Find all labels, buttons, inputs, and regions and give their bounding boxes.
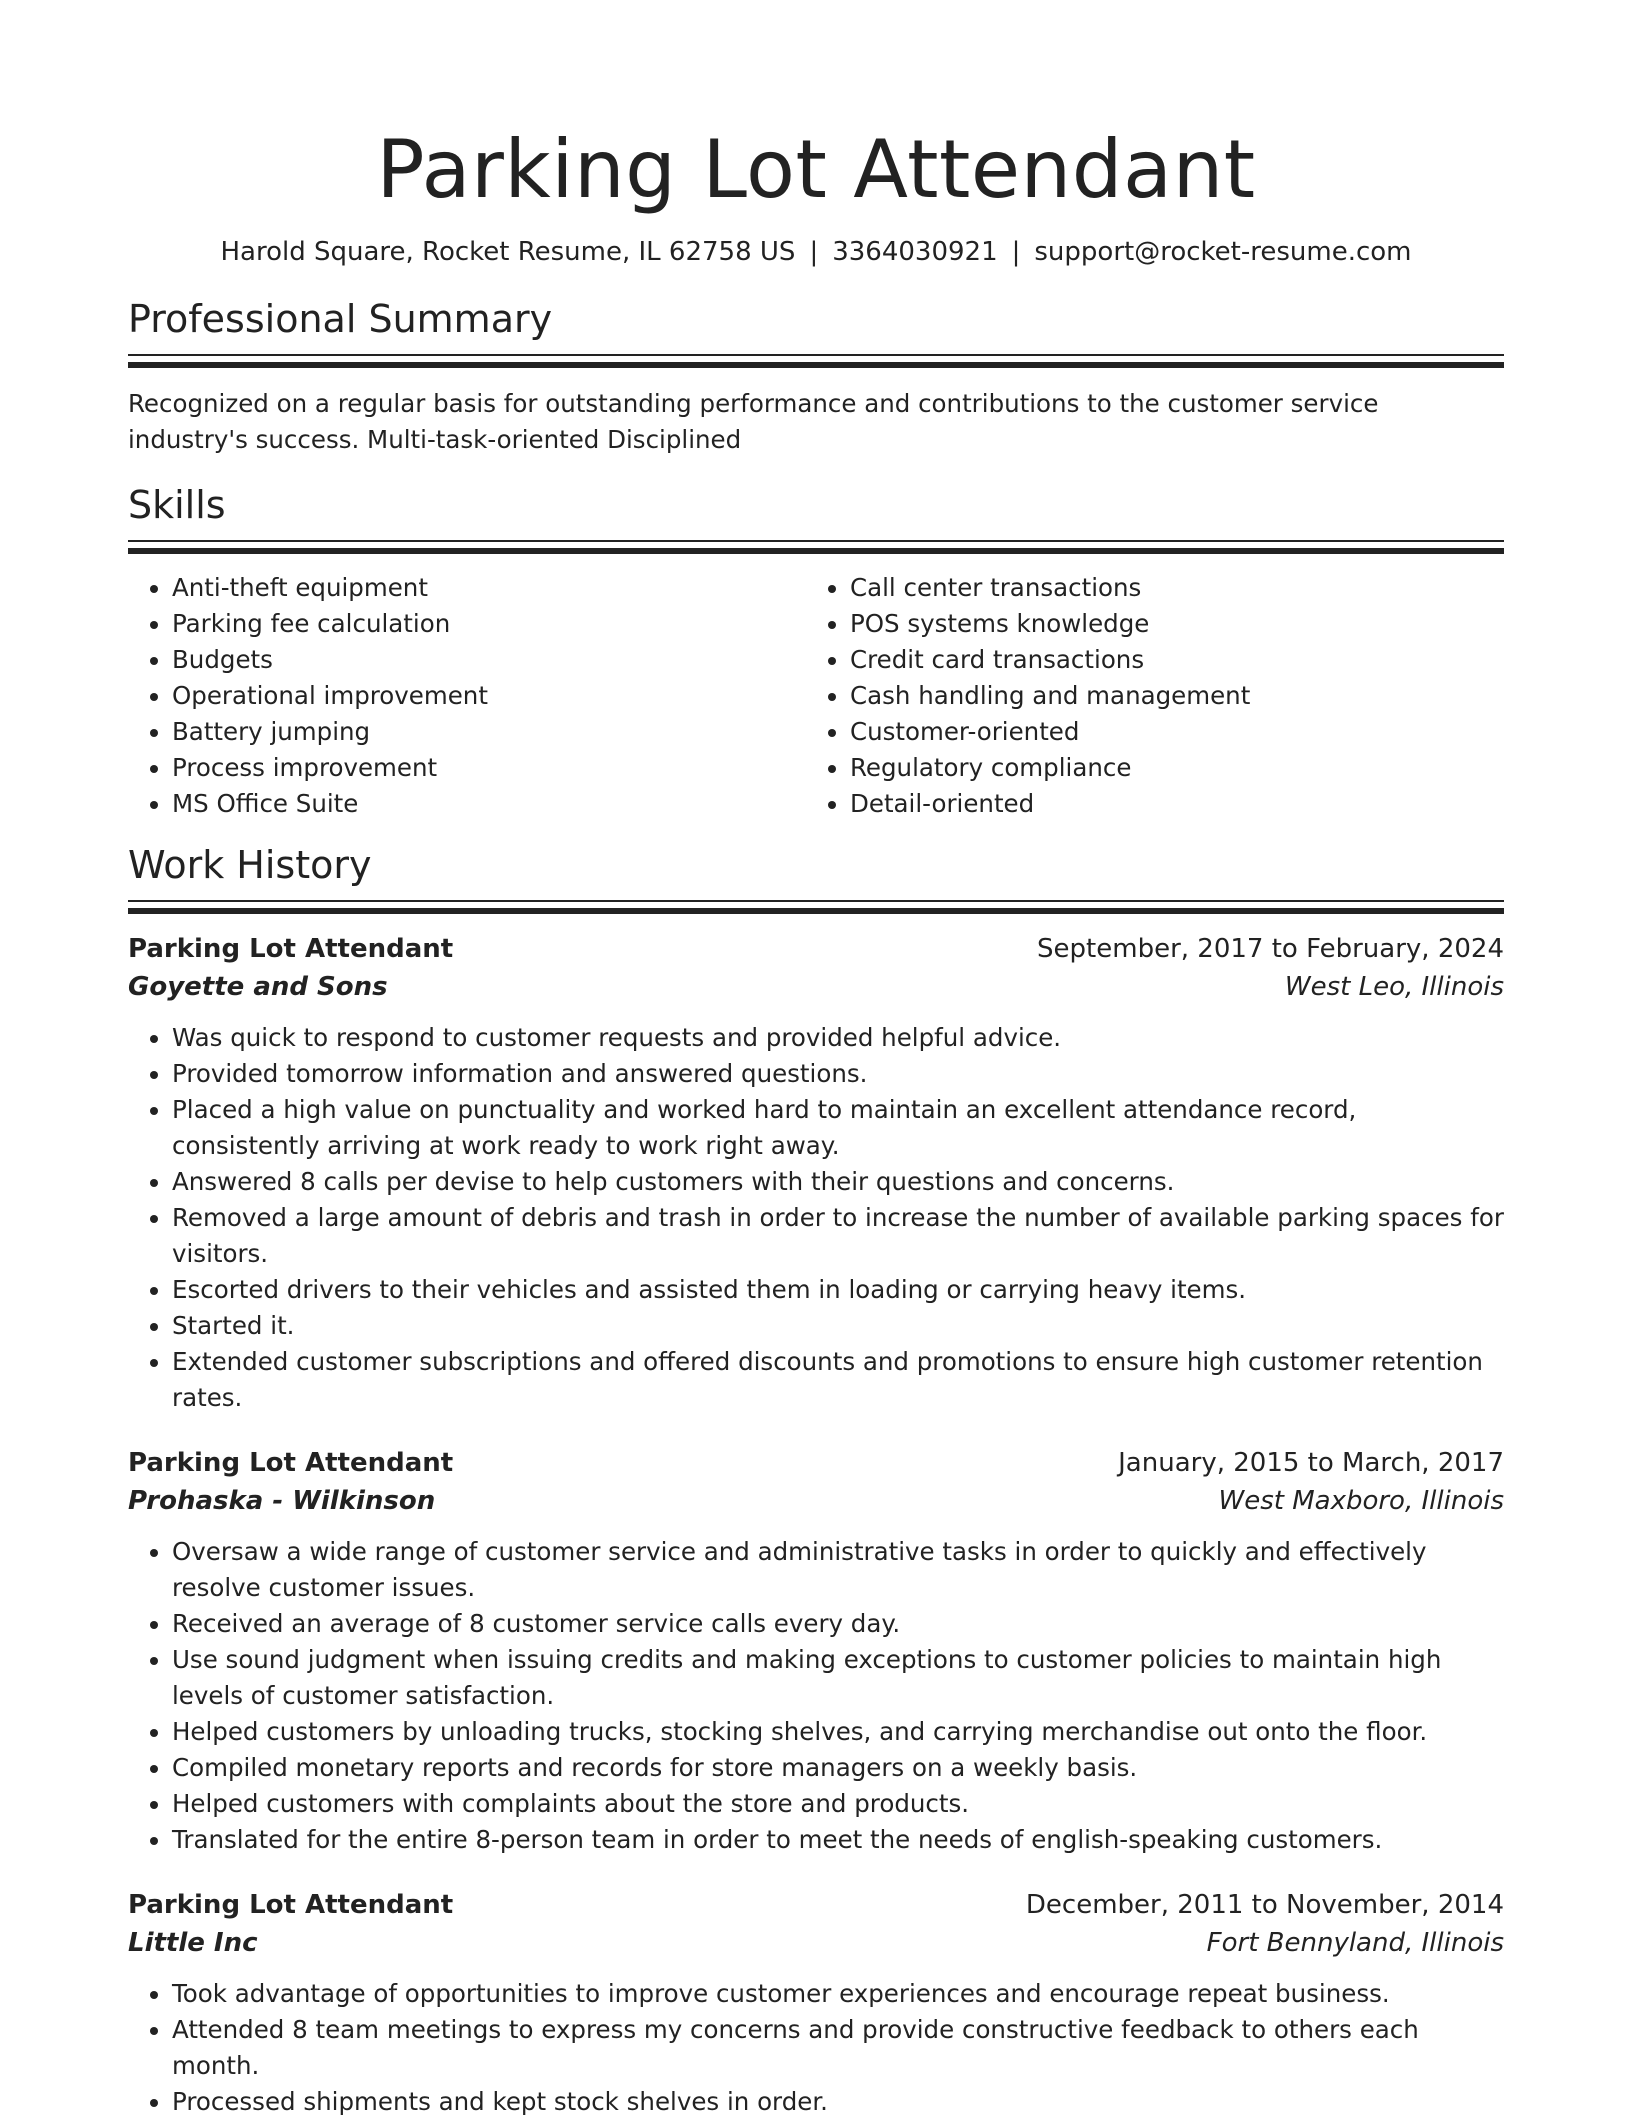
summary-heading: Professional Summary (128, 297, 553, 341)
job-subheader (128, 1924, 1504, 1962)
job-subheader (128, 1482, 1504, 1520)
skill-item: • Operational improvement (172, 678, 806, 714)
job-bullet: • Use sound judgment when issuing credits and making exceptions to customer policies to maintain high levels of customer satisfaction. (172, 1642, 1504, 1714)
job-location: West Maxboro, Illinois (1218, 1486, 1504, 1516)
skill-item: • Battery jumping (172, 714, 806, 750)
skill-item: • Process improvement (172, 750, 806, 786)
skill-item: • Cash handling and management (850, 678, 1484, 714)
section-divider (128, 354, 1504, 356)
resume-title: Parking Lot Attendant (376, 123, 1256, 216)
job-dates: December, 2011 to November, 2014 (1025, 1890, 1504, 1920)
job-bullet: • Answered 8 calls per devise to help customers with their questions and concerns. (172, 1164, 1504, 1200)
job-header (128, 1886, 1504, 1924)
skills-list (128, 570, 1504, 822)
contact-email: support@rocket-resume.com (1034, 237, 1412, 267)
job-dates: September, 2017 to February, 2024 (1037, 934, 1504, 964)
resume-page (128, 0, 1504, 2120)
job-bullet: • Attended 8 team meetings to express my concerns and provide constructive feedback to others each month. (172, 2012, 1504, 2084)
job-company: Prohaska - Wilkinson (128, 1486, 436, 1516)
skills-column-right (806, 570, 1484, 822)
skill-item: • Anti-theft equipment (172, 570, 806, 606)
job-role: Parking Lot Attendant (128, 934, 454, 964)
job-bullet: • Started it. (172, 1308, 1504, 1344)
job-location: Fort Bennyland, Illinois (1206, 1928, 1504, 1958)
job-bullet: • Helped customers with complaints about the store and products. (172, 1786, 1504, 1822)
skill-item: • Budgets (172, 642, 806, 678)
contact-address: Harold Square, Rocket Resume, IL 62758 US (220, 237, 796, 267)
work-section (128, 840, 1504, 2120)
job-dates: January, 2015 to March, 2017 (1118, 1448, 1504, 1478)
job-bullets (128, 1020, 1504, 1416)
contact-separator: | (809, 237, 819, 267)
skill-item: • Call center transactions (850, 570, 1484, 606)
job-company: Goyette and Sons (128, 972, 388, 1002)
job-bullet: • Extended customer subscriptions and offered discounts and promotions to ensure high customer retention rates. (172, 1344, 1504, 1416)
summary-text: Recognized on a regular basis for outstanding performance and contributions to the customer service industry's success. Multi-task-oriented Disciplined (128, 389, 1379, 454)
contact-separator: | (1011, 237, 1021, 267)
work-heading: Work History (128, 843, 372, 887)
job-bullet: • Helped customers by unloading trucks, stocking shelves, and carrying merchandise out onto the floor. (172, 1714, 1504, 1750)
job-bullet: • Took advantage of opportunities to improve customer experiences and encourage repeat business. (172, 1976, 1504, 2012)
skills-column-left (128, 570, 806, 822)
section-divider (128, 362, 1504, 368)
job-subheader (128, 968, 1504, 1006)
section-divider (128, 908, 1504, 914)
job-bullet: • Translated for the entire 8-person team in order to meet the needs of english-speaking customers. (172, 1822, 1504, 1858)
job-bullet: • Compiled monetary reports and records for store managers on a weekly basis. (172, 1750, 1504, 1786)
job-bullets (128, 1534, 1504, 1858)
skill-item: • Regulatory compliance (850, 750, 1484, 786)
contact-line (128, 234, 1504, 270)
job-bullets (128, 1976, 1504, 2120)
skills-heading: Skills (128, 483, 226, 527)
skill-item: • Detail-oriented (850, 786, 1484, 822)
job-bullet: • Provided tomorrow information and answered questions. (172, 1056, 1504, 1092)
section-divider (128, 540, 1504, 542)
section-divider (128, 900, 1504, 902)
skill-item: • Customer-oriented (850, 714, 1484, 750)
job-bullet: • Removed a large amount of debris and trash in order to increase the number of available parking spaces for visitors. (172, 1200, 1504, 1272)
job-bullet: • Received an average of 8 customer service calls every day. (172, 1606, 1504, 1642)
job-bullet: • Placed a high value on punctuality and worked hard to maintain an excellent attendance record, consistently arriving at work ready to work right away. (172, 1092, 1504, 1164)
job-entry (128, 1886, 1504, 2120)
skills-section (128, 480, 1504, 822)
job-bullet: • Escorted drivers to their vehicles and assisted them in loading or carrying heavy items. (172, 1272, 1504, 1308)
job-entry (128, 930, 1504, 1416)
job-role: Parking Lot Attendant (128, 1890, 454, 1920)
job-bullet: • Oversaw a wide range of customer service and administrative tasks in order to quickly and effectively resolve customer issues. (172, 1534, 1504, 1606)
skill-item: • Parking fee calculation (172, 606, 806, 642)
contact-phone: 3364030921 (832, 237, 998, 267)
job-header (128, 930, 1504, 968)
job-role: Parking Lot Attendant (128, 1448, 454, 1478)
summary-section (128, 294, 1504, 458)
job-entry (128, 1444, 1504, 1858)
job-location: West Leo, Illinois (1284, 972, 1504, 1002)
skill-item: • POS systems knowledge (850, 606, 1484, 642)
job-bullet: • Processed shipments and kept stock shelves in order. (172, 2084, 1504, 2120)
job-header (128, 1444, 1504, 1482)
section-divider (128, 548, 1504, 554)
job-company: Little Inc (128, 1928, 258, 1958)
skill-item: • MS Office Suite (172, 786, 806, 822)
skill-item: • Credit card transactions (850, 642, 1484, 678)
job-bullet: • Was quick to respond to customer requests and provided helpful advice. (172, 1020, 1504, 1056)
